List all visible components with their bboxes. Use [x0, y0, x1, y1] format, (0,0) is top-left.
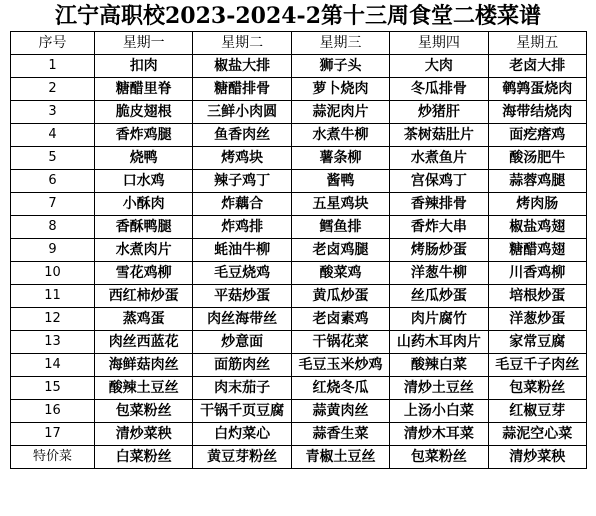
- dish-cell: 红椒豆芽: [488, 400, 586, 423]
- dish-cell: 水煮肉片: [95, 239, 193, 262]
- dish-cell: 糖醋排骨: [193, 78, 291, 101]
- dish-cell: 老卤鸡腿: [291, 239, 389, 262]
- dish-cell: 清炒菜秧: [488, 446, 586, 469]
- dish-cell: 酸辣土豆丝: [95, 377, 193, 400]
- table-row: [11, 446, 587, 469]
- dish-cell: 酸辣白菜: [390, 354, 488, 377]
- dish-cell: 毛豆玉米炒鸡: [291, 354, 389, 377]
- row-label: 特价菜: [11, 446, 95, 469]
- dish-cell: 宫保鸡丁: [390, 170, 488, 193]
- dish-cell: 香辣排骨: [390, 193, 488, 216]
- table-row: [11, 124, 587, 147]
- dish-cell: 香炸大串: [390, 216, 488, 239]
- dish-cell: 萝卜烧肉: [291, 78, 389, 101]
- table-row: [11, 170, 587, 193]
- dish-cell: 炸鸡排: [193, 216, 291, 239]
- dish-cell: 糖醋鸡翅: [488, 239, 586, 262]
- dish-cell: 面筋肉丝: [193, 354, 291, 377]
- row-label: 6: [11, 170, 95, 193]
- dish-cell: 肉丝海带丝: [193, 308, 291, 331]
- row-label: 1: [11, 55, 95, 78]
- header-index: 序号: [11, 32, 95, 55]
- row-label: 9: [11, 239, 95, 262]
- table-row: [11, 239, 587, 262]
- dish-cell: 老卤大排: [488, 55, 586, 78]
- table-row: [11, 193, 587, 216]
- dish-cell: 鱼香肉丝: [193, 124, 291, 147]
- dish-cell: 黄豆芽粉丝: [193, 446, 291, 469]
- dish-cell: 炒猪肝: [390, 101, 488, 124]
- row-label: 14: [11, 354, 95, 377]
- dish-cell: 包菜粉丝: [390, 446, 488, 469]
- dish-cell: 口水鸡: [95, 170, 193, 193]
- table-row: [11, 216, 587, 239]
- dish-cell: 培根炒蛋: [488, 285, 586, 308]
- dish-cell: 茶树菇肚片: [390, 124, 488, 147]
- dish-cell: 鹌鹑蛋烧肉: [488, 78, 586, 101]
- table-row: [11, 285, 587, 308]
- dish-cell: 白灼菜心: [193, 423, 291, 446]
- header-wednesday: 星期三: [291, 32, 389, 55]
- dish-cell: 酸菜鸡: [291, 262, 389, 285]
- dish-cell: 水煮鱼片: [390, 147, 488, 170]
- row-label: 13: [11, 331, 95, 354]
- dish-cell: 红烧冬瓜: [291, 377, 389, 400]
- dish-cell: 包菜粉丝: [488, 377, 586, 400]
- dish-cell: 椒盐鸡翅: [488, 216, 586, 239]
- header-row: [11, 32, 587, 55]
- row-label: 8: [11, 216, 95, 239]
- row-label: 16: [11, 400, 95, 423]
- dish-cell: 清炒木耳菜: [390, 423, 488, 446]
- table-row: [11, 354, 587, 377]
- dish-cell: 五星鸡块: [291, 193, 389, 216]
- dish-cell: 狮子头: [291, 55, 389, 78]
- dish-cell: 黄瓜炒蛋: [291, 285, 389, 308]
- dish-cell: 川香鸡柳: [488, 262, 586, 285]
- table-row: [11, 262, 587, 285]
- dish-cell: 平菇炒蛋: [193, 285, 291, 308]
- dish-cell: 青椒土豆丝: [291, 446, 389, 469]
- dish-cell: 蒜黄肉丝: [291, 400, 389, 423]
- dish-cell: 蒸鸡蛋: [95, 308, 193, 331]
- dish-cell: 肉丝西蓝花: [95, 331, 193, 354]
- dish-cell: 薯条柳: [291, 147, 389, 170]
- dish-cell: 山药木耳肉片: [390, 331, 488, 354]
- menu-title: 江宁高职校2023-2024-2第十三周食堂二楼菜谱: [54, 3, 542, 29]
- dish-cell: 家常豆腐: [488, 331, 586, 354]
- dish-cell: 鳕鱼排: [291, 216, 389, 239]
- header-friday: 星期五: [488, 32, 586, 55]
- dish-cell: 冬瓜排骨: [390, 78, 488, 101]
- row-label: 12: [11, 308, 95, 331]
- dish-cell: 大肉: [390, 55, 488, 78]
- dish-cell: 炒意面: [193, 331, 291, 354]
- dish-cell: 海带结烧肉: [488, 101, 586, 124]
- dish-cell: 清炒土豆丝: [390, 377, 488, 400]
- dish-cell: 肉片腐竹: [390, 308, 488, 331]
- row-label: 5: [11, 147, 95, 170]
- dish-cell: 酸汤肥牛: [488, 147, 586, 170]
- dish-cell: 辣子鸡丁: [193, 170, 291, 193]
- dish-cell: 清炒菜秧: [95, 423, 193, 446]
- table-row: [11, 308, 587, 331]
- header-thursday: 星期四: [390, 32, 488, 55]
- row-label: 15: [11, 377, 95, 400]
- dish-cell: 雪花鸡柳: [95, 262, 193, 285]
- dish-cell: 毛豆烧鸡: [193, 262, 291, 285]
- dish-cell: 海鲜菇肉丝: [95, 354, 193, 377]
- weekly-menu-table: [10, 31, 587, 469]
- dish-cell: 香酥鸭腿: [95, 216, 193, 239]
- dish-cell: 蒜泥肉片: [291, 101, 389, 124]
- dish-cell: 糖醋里脊: [95, 78, 193, 101]
- dish-cell: 毛豆千子肉丝: [488, 354, 586, 377]
- menu-body: [11, 55, 587, 469]
- dish-cell: 炸藕合: [193, 193, 291, 216]
- dish-cell: 扣肉: [95, 55, 193, 78]
- table-row: [11, 55, 587, 78]
- dish-cell: 脆皮翅根: [95, 101, 193, 124]
- header-monday: 星期一: [95, 32, 193, 55]
- row-label: 4: [11, 124, 95, 147]
- dish-cell: 酱鸭: [291, 170, 389, 193]
- table-row: [11, 331, 587, 354]
- table-row: [11, 78, 587, 101]
- dish-cell: 三鲜小肉圆: [193, 101, 291, 124]
- dish-cell: 肉末茄子: [193, 377, 291, 400]
- dish-cell: 蒜香生菜: [291, 423, 389, 446]
- dish-cell: 水煮牛柳: [291, 124, 389, 147]
- dish-cell: 上汤小白菜: [390, 400, 488, 423]
- row-label: 2: [11, 78, 95, 101]
- dish-cell: 香炸鸡腿: [95, 124, 193, 147]
- dish-cell: 烤鸡块: [193, 147, 291, 170]
- dish-cell: 干锅千页豆腐: [193, 400, 291, 423]
- table-row: [11, 400, 587, 423]
- dish-cell: 丝瓜炒蛋: [390, 285, 488, 308]
- table-row: [11, 423, 587, 446]
- dish-cell: 白菜粉丝: [95, 446, 193, 469]
- row-label: 3: [11, 101, 95, 124]
- row-label: 11: [11, 285, 95, 308]
- dish-cell: 烤肉肠: [488, 193, 586, 216]
- dish-cell: 椒盐大排: [193, 55, 291, 78]
- dish-cell: 蒜蓉鸡腿: [488, 170, 586, 193]
- row-label: 17: [11, 423, 95, 446]
- dish-cell: 蚝油牛柳: [193, 239, 291, 262]
- header-tuesday: 星期二: [193, 32, 291, 55]
- dish-cell: 烤肠炒蛋: [390, 239, 488, 262]
- dish-cell: 蒜泥空心菜: [488, 423, 586, 446]
- table-row: [11, 101, 587, 124]
- dish-cell: 西红柿炒蛋: [95, 285, 193, 308]
- table-row: [11, 377, 587, 400]
- dish-cell: 老卤素鸡: [291, 308, 389, 331]
- row-label: 7: [11, 193, 95, 216]
- dish-cell: 包菜粉丝: [95, 400, 193, 423]
- dish-cell: 干锅花菜: [291, 331, 389, 354]
- dish-cell: 小酥肉: [95, 193, 193, 216]
- table-row: [11, 147, 587, 170]
- dish-cell: 洋葱牛柳: [390, 262, 488, 285]
- row-label: 10: [11, 262, 95, 285]
- dish-cell: 烧鸭: [95, 147, 193, 170]
- dish-cell: 面疙瘩鸡: [488, 124, 586, 147]
- dish-cell: 洋葱炒蛋: [488, 308, 586, 331]
